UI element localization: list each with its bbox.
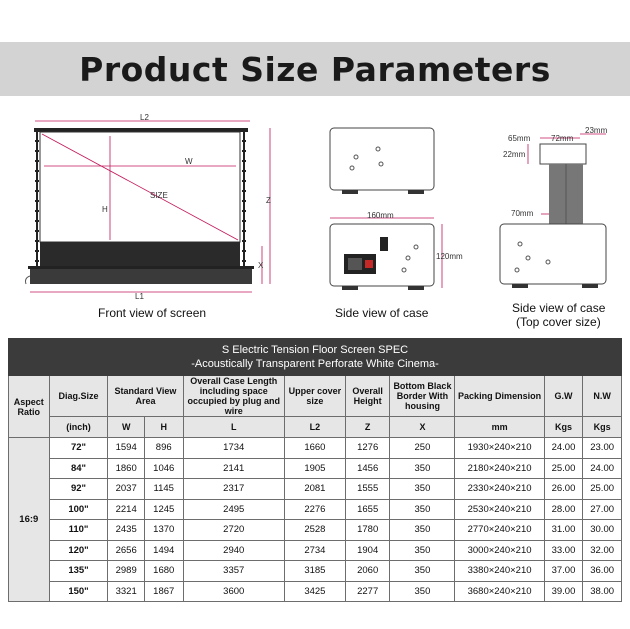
table-cell: 120" [49, 540, 108, 561]
table-cell: 3000×240×210 [455, 540, 544, 561]
table-cell: 896 [144, 438, 183, 459]
label-h: H [102, 205, 108, 214]
front-view-drawing [26, 113, 272, 301]
unit-cell: W [108, 417, 145, 438]
table-cell: 135" [49, 561, 108, 582]
unit-cell: (inch) [49, 417, 108, 438]
header-diag-size: Diag.Size [49, 376, 108, 417]
table-row [9, 438, 622, 459]
table-cell: 350 [390, 479, 455, 500]
unit-cell: Kgs [583, 417, 622, 438]
table-cell: 350 [390, 561, 455, 582]
table-cell: 1555 [345, 479, 390, 500]
table-cell: 350 [390, 458, 455, 479]
table-cell: 33.00 [544, 540, 583, 561]
table-cell: 23.00 [583, 438, 622, 459]
table-cell: 92" [49, 479, 108, 500]
table-cell: 1904 [345, 540, 390, 561]
table-cell: 1867 [144, 581, 183, 602]
header-bottom-border: Bottom Black Border With housing [390, 376, 455, 417]
unit-cell: Z [345, 417, 390, 438]
label-l1: L1 [135, 292, 144, 301]
label-72mm: 72mm [551, 134, 574, 143]
table-cell: 1930×240×210 [455, 438, 544, 459]
label-size: SIZE [150, 191, 168, 200]
table-cell: 1680 [144, 561, 183, 582]
table-cell: 26.00 [544, 479, 583, 500]
table-cell: 2277 [345, 581, 390, 602]
table-cell: 2037 [108, 479, 145, 500]
table-cell: 2495 [183, 499, 284, 520]
table-cell: 1594 [108, 438, 145, 459]
unit-cell: mm [455, 417, 544, 438]
table-cell: 1494 [144, 540, 183, 561]
table-cell: 3357 [183, 561, 284, 582]
table-cell: 2276 [284, 499, 345, 520]
label-w: W [185, 157, 193, 166]
table-cell: 2989 [108, 561, 145, 582]
table-cell: 350 [390, 540, 455, 561]
side-view-caption: Side view of case [335, 306, 429, 320]
label-120mm: 120mm [436, 252, 463, 261]
table-cell: 350 [390, 520, 455, 541]
table-cell: 27.00 [583, 499, 622, 520]
title-banner [0, 42, 630, 96]
label-70mm: 70mm [511, 209, 534, 218]
table-cell: 72" [49, 438, 108, 459]
table-cell: 2180×240×210 [455, 458, 544, 479]
table-cell: 25.00 [544, 458, 583, 479]
table-cell: 2734 [284, 540, 345, 561]
header-overall-case-length: Overall Case Length including space occupied by plug and wire [183, 376, 284, 417]
label-x: X [258, 261, 264, 270]
header-overall-height: Overall Height [345, 376, 390, 417]
table-cell: 2060 [345, 561, 390, 582]
table-title-line2: -Acoustically Transparent Perforate White Cinema- [191, 358, 439, 370]
top-view-caption: Side view of case [512, 301, 606, 315]
header-upper-cover-size: Upper cover size [284, 376, 345, 417]
table-cell: 110" [49, 520, 108, 541]
table-cell: 2940 [183, 540, 284, 561]
table-row [9, 581, 622, 602]
table-cell: 3185 [284, 561, 345, 582]
table-cell: 3600 [183, 581, 284, 602]
page-title: Product Size Parameters [79, 49, 551, 89]
top-cover-view-drawing [500, 126, 608, 288]
table-cell: 36.00 [583, 561, 622, 582]
table-cell: 100" [49, 499, 108, 520]
header-gw: G.W [544, 376, 583, 417]
table-cell: 1046 [144, 458, 183, 479]
table-cell: 84" [49, 458, 108, 479]
side-view-drawing [330, 128, 463, 290]
table-cell: 3425 [284, 581, 345, 602]
table-cell: 30.00 [583, 520, 622, 541]
table-cell: 37.00 [544, 561, 583, 582]
table-cell: 1734 [183, 438, 284, 459]
unit-cell: H [144, 417, 183, 438]
table-cell: 1655 [345, 499, 390, 520]
table-cell: 32.00 [583, 540, 622, 561]
unit-cell: Kgs [544, 417, 583, 438]
table-cell: 2317 [183, 479, 284, 500]
spec-table [8, 338, 622, 602]
table-cell: 25.00 [583, 479, 622, 500]
table-cell: 2656 [108, 540, 145, 561]
table-cell: 31.00 [544, 520, 583, 541]
table-cell: 150" [49, 581, 108, 602]
table-cell: 1245 [144, 499, 183, 520]
table-cell: 28.00 [544, 499, 583, 520]
table-cell: 2214 [108, 499, 145, 520]
table-cell: 38.00 [583, 581, 622, 602]
table-cell: 2770×240×210 [455, 520, 544, 541]
table-cell: 3380×240×210 [455, 561, 544, 582]
table-cell: 24.00 [583, 458, 622, 479]
table-cell: 350 [390, 581, 455, 602]
header-aspect-ratio: Aspect Ratio [9, 376, 50, 438]
table-cell: 1905 [284, 458, 345, 479]
top-view-caption-sub: (Top cover size) [516, 315, 601, 329]
dimension-drawings [0, 104, 630, 334]
table-cell: 250 [390, 438, 455, 459]
table-cell: 2530×240×210 [455, 499, 544, 520]
table-cell: 39.00 [544, 581, 583, 602]
table-cell: 2528 [284, 520, 345, 541]
table-cell: 350 [390, 499, 455, 520]
label-65mm: 65mm [508, 134, 531, 143]
header-standard-view-area: Standard View Area [108, 376, 183, 417]
table-cell: 1276 [345, 438, 390, 459]
header-packing-dimension: Packing Dimension [455, 376, 544, 417]
unit-cell: X [390, 417, 455, 438]
table-cell: 1780 [345, 520, 390, 541]
table-cell: 3321 [108, 581, 145, 602]
label-22mm: 22mm [503, 150, 526, 159]
diagrams-area [0, 104, 630, 334]
table-cell: 2081 [284, 479, 345, 500]
label-160mm: 160mm [367, 211, 394, 220]
table-row [9, 458, 622, 479]
label-23mm: 23mm [585, 126, 608, 135]
table-row [9, 479, 622, 500]
table-row [9, 520, 622, 541]
table-cell: 2435 [108, 520, 145, 541]
unit-cell: L [183, 417, 284, 438]
table-cell: 1456 [345, 458, 390, 479]
table-cell: 24.00 [544, 438, 583, 459]
aspect-ratio-cell: 16:9 [9, 438, 50, 602]
table-cell: 2720 [183, 520, 284, 541]
table-cell: 2330×240×210 [455, 479, 544, 500]
label-l2: L2 [140, 113, 149, 122]
table-cell: 1370 [144, 520, 183, 541]
unit-cell: L2 [284, 417, 345, 438]
table-row [9, 499, 622, 520]
table-cell: 1145 [144, 479, 183, 500]
label-z: Z [266, 196, 271, 205]
front-view-caption: Front view of screen [98, 306, 207, 320]
table-cell: 1660 [284, 438, 345, 459]
table-cell: 3680×240×210 [455, 581, 544, 602]
table-cell: 2141 [183, 458, 284, 479]
table-row [9, 561, 622, 582]
header-nw: N.W [583, 376, 622, 417]
table-cell: 1860 [108, 458, 145, 479]
table-title [9, 339, 622, 376]
table-row [9, 540, 622, 561]
table-title-line1: S Electric Tension Floor Screen SPEC [221, 344, 409, 356]
